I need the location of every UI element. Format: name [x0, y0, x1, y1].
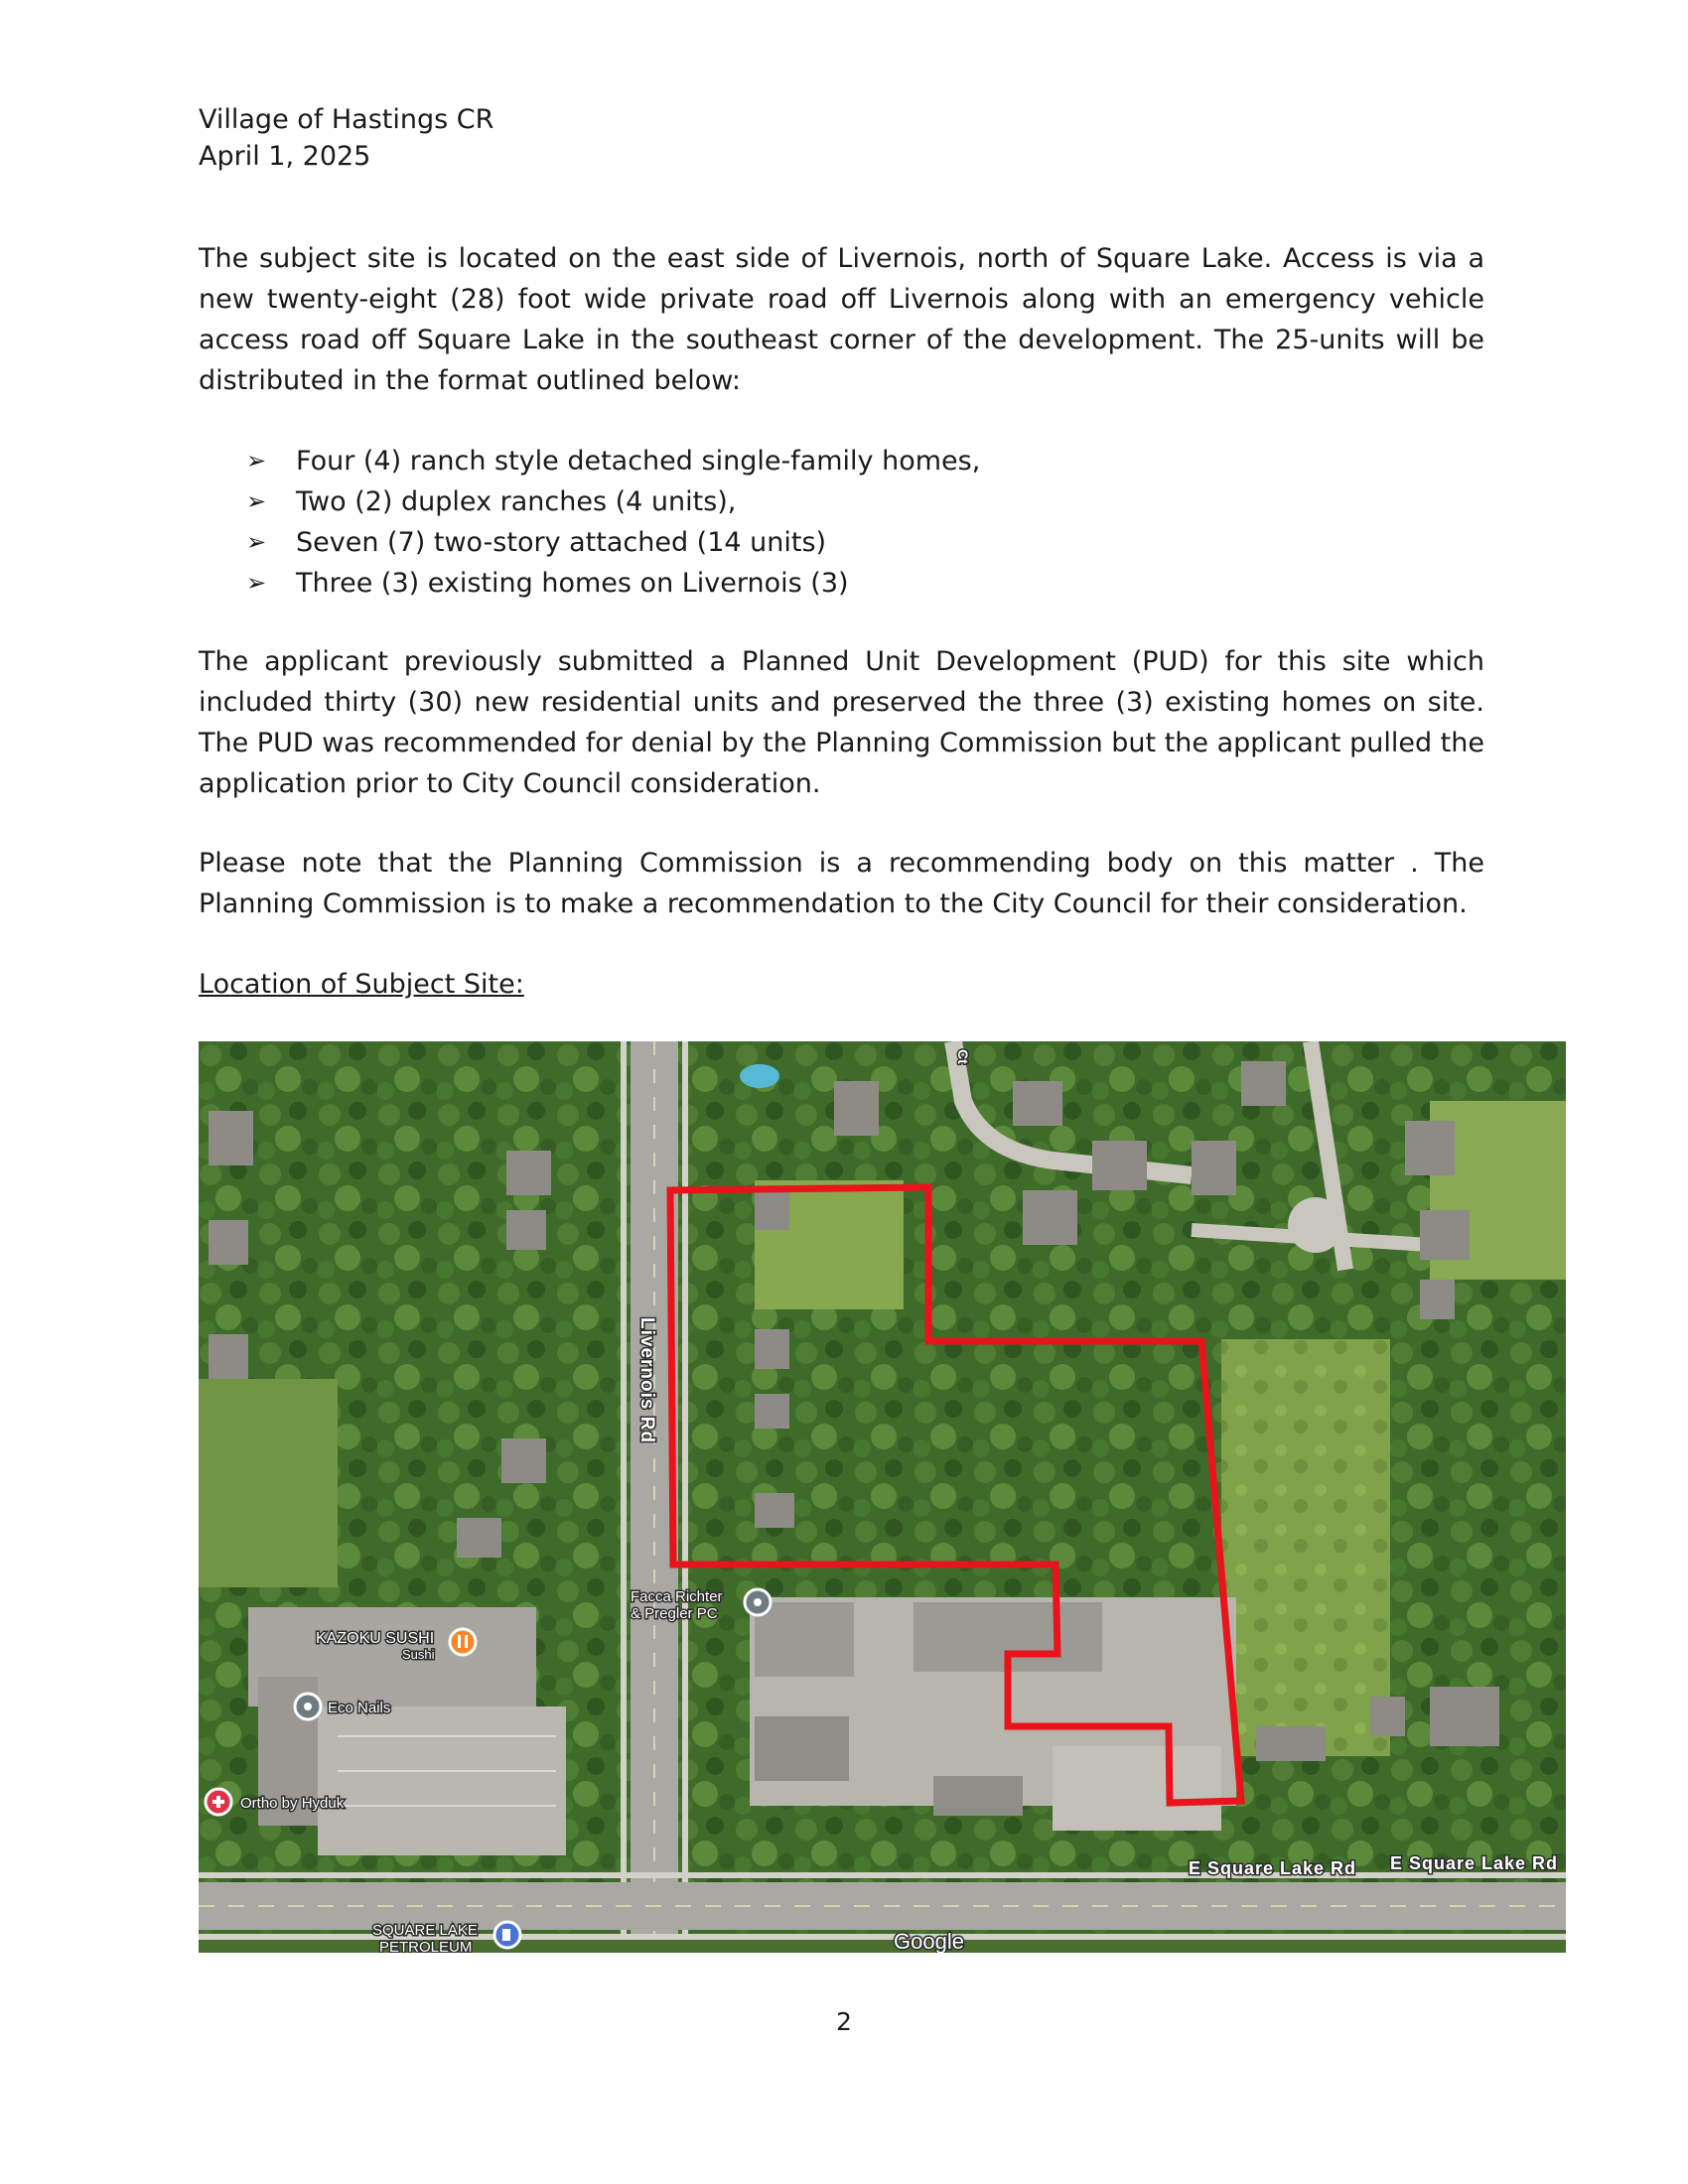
- label-kazoku-sushi-category: Sushi: [402, 1647, 435, 1662]
- list-item: ➢ Four (4) ranch style detached single-family homes,: [246, 441, 980, 481]
- paragraph-commission-note: Please note that the Planning Commission is a recommending body on this matter . The Planning Commission is to make a recommendation to the City Council for their consideration.: [199, 848, 1484, 919]
- header-date: April 1, 2025: [199, 141, 371, 172]
- label-street-fragment: Ct: [955, 1049, 971, 1064]
- commercial-building: [755, 1716, 849, 1781]
- list-item: ➢ Three (3) existing homes on Livernois (3): [246, 563, 980, 604]
- page-number: 2: [836, 2007, 852, 2036]
- label-square-lake-rd-1: E Square Lake Rd: [1189, 1858, 1357, 1878]
- map-pin-icon: [295, 1694, 321, 1719]
- bullet-arrow-icon: ➢: [246, 528, 267, 556]
- list-item: ➢ Two (2) duplex ranches (4 units),: [246, 481, 980, 522]
- label-square-lake-petroleum-line2: PETROLEUM: [379, 1939, 473, 1953]
- medical-pin-icon: [206, 1789, 231, 1815]
- label-eco-nails: Eco Nails: [328, 1700, 391, 1716]
- label-square-lake-petroleum-line1: SQUARE LAKE: [372, 1922, 478, 1939]
- label-livernois-rd: Livernois Rd: [636, 1317, 657, 1444]
- document-header: [199, 101, 493, 175]
- section-label-location: Location of Subject Site:: [199, 969, 524, 1000]
- unit-distribution-list: [246, 441, 980, 604]
- bullet-arrow-icon: ➢: [246, 447, 267, 475]
- swimming-pool: [740, 1064, 779, 1088]
- lawn-area: [199, 1379, 338, 1587]
- paragraph-pud-history: The applicant previously submitted a Planned Unit Development (PUD) for this site which included thirty (30) new residential units and preserved the three (3) existing homes on site. The PUD was recommended for denial by the Planning Commission but the applicant pulled the application prior to City Council consideration.: [199, 646, 1484, 799]
- plaza-parking: [318, 1706, 566, 1855]
- gas-station-pin-icon: [494, 1922, 520, 1948]
- bullet-arrow-icon: ➢: [246, 569, 267, 597]
- map-attribution: Google: [894, 1929, 964, 1953]
- paragraph-site-location: The subject site is located on the east side of Livernois, north of Square Lake. Access is via a new twenty-eight (28) foot wide private road off Livernois along with an emergency vehicle access road off Square Lake in the southeast corner of the development. The 25-units will be distributed in the format outlined below:: [199, 243, 1484, 396]
- commercial-building: [755, 1602, 854, 1677]
- header-organization: Village of Hastings CR: [199, 104, 494, 135]
- label-square-lake-rd-2: E Square Lake Rd: [1390, 1853, 1559, 1873]
- bullet-arrow-icon: ➢: [246, 487, 267, 515]
- restaurant-pin-icon: [450, 1629, 476, 1655]
- label-kazoku-sushi: KAZOKU SUSHI: [316, 1630, 435, 1647]
- label-facca-richter-line2: & Pregler PC: [631, 1605, 718, 1622]
- list-item: ➢ Seven (7) two-story attached (14 units): [246, 522, 980, 563]
- aerial-site-map: [199, 1041, 1566, 1953]
- commercial-building: [933, 1776, 1023, 1816]
- open-field: [1221, 1339, 1390, 1756]
- map-pin-icon: [745, 1589, 771, 1615]
- label-ortho-by-hyduk: Ortho by Hyduk: [240, 1795, 345, 1812]
- parking-lot: [1053, 1746, 1221, 1831]
- label-facca-richter-line1: Facca Richter: [631, 1588, 723, 1605]
